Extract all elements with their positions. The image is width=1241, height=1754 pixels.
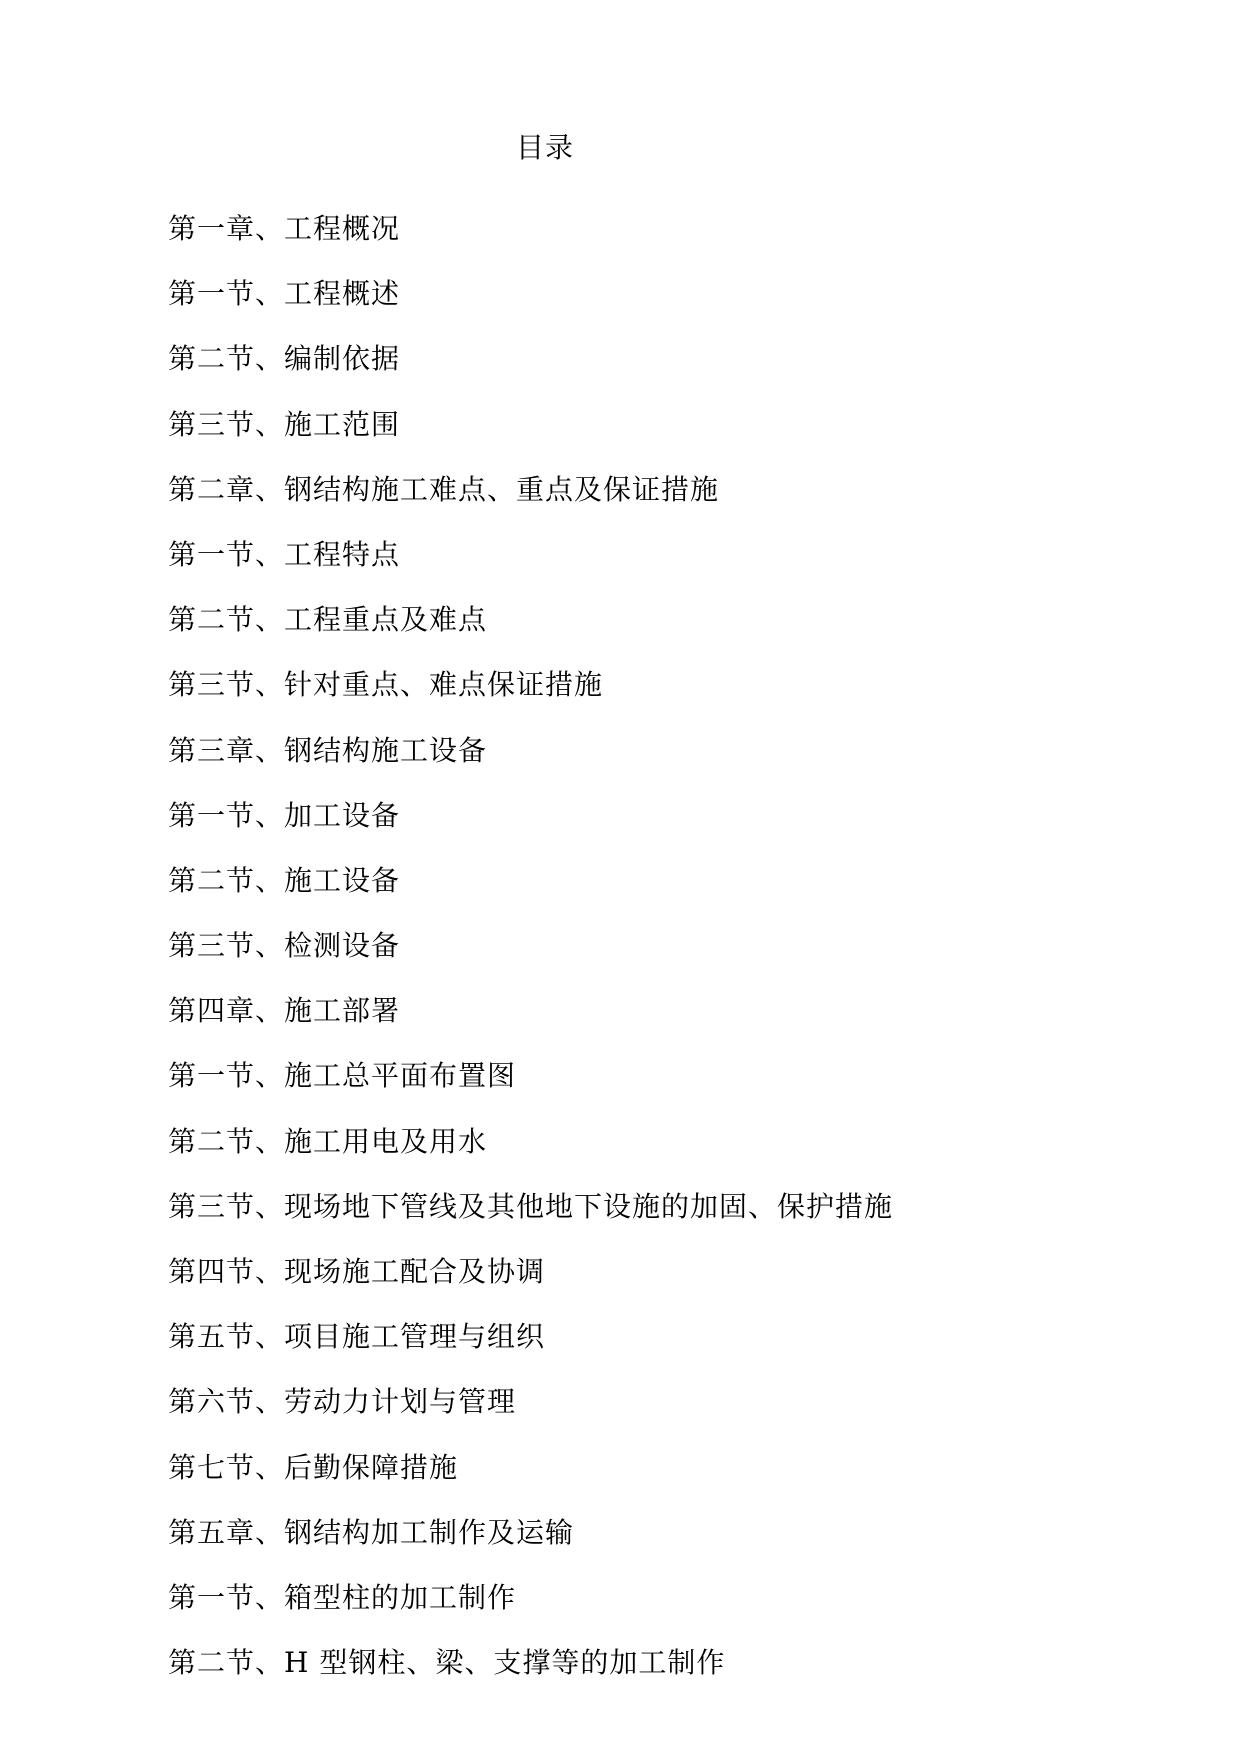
toc-section-4-5: 第五节、项目施工管理与组织 (168, 1320, 546, 1354)
toc-section-3-1: 第一节、加工设备 (168, 798, 401, 832)
toc-list (168, 196, 893, 1695)
toc-chapter-5: 第五章、钢结构加工制作及运输 (168, 1515, 575, 1549)
toc-chapter-2: 第二章、钢结构施工难点、重点及保证措施 (168, 472, 720, 506)
toc-section-3-2: 第二节、施工设备 (168, 863, 401, 897)
toc-section-2-3: 第三节、针对重点、难点保证措施 (168, 668, 604, 702)
toc-chapter-1: 第一章、工程概况 (168, 212, 401, 245)
toc-chapter-3: 第三章、钢结构施工设备 (168, 733, 488, 767)
toc-section-5-1: 第一节、箱型柱的加工制作 (168, 1580, 517, 1614)
toc-section-3-3: 第三节、检测设备 (168, 929, 401, 963)
toc-section-1-2: 第二节、编制依据 (168, 342, 401, 376)
toc-section-4-3: 第三节、现场地下管线及其他地下设施的加固、保护措施 (168, 1189, 894, 1223)
toc-title: 目录 (515, 131, 574, 164)
toc-section-4-4: 第四节、现场施工配合及协调 (168, 1255, 546, 1288)
toc-section-4-7: 第七节、后勤保障措施 (168, 1450, 459, 1484)
toc-section-4-1: 第一节、施工总平面布置图 (168, 1059, 517, 1093)
toc-chapter-4: 第四章、施工部署 (168, 994, 401, 1028)
toc-section-1-3: 第三节、施工范围 (168, 407, 401, 441)
toc-section-4-6: 第六节、劳动力计划与管理 (168, 1385, 517, 1419)
toc-section-2-2: 第二节、工程重点及难点 (168, 603, 488, 637)
toc-section-5-2: 第二节、H 型钢柱、梁、支撑等的加工制作 (168, 1646, 726, 1680)
toc-section-2-1: 第一节、工程特点 (168, 537, 401, 571)
toc-section-1-1: 第一节、工程概述 (168, 277, 401, 311)
toc-section-4-2: 第二节、施工用电及用水 (168, 1124, 488, 1158)
